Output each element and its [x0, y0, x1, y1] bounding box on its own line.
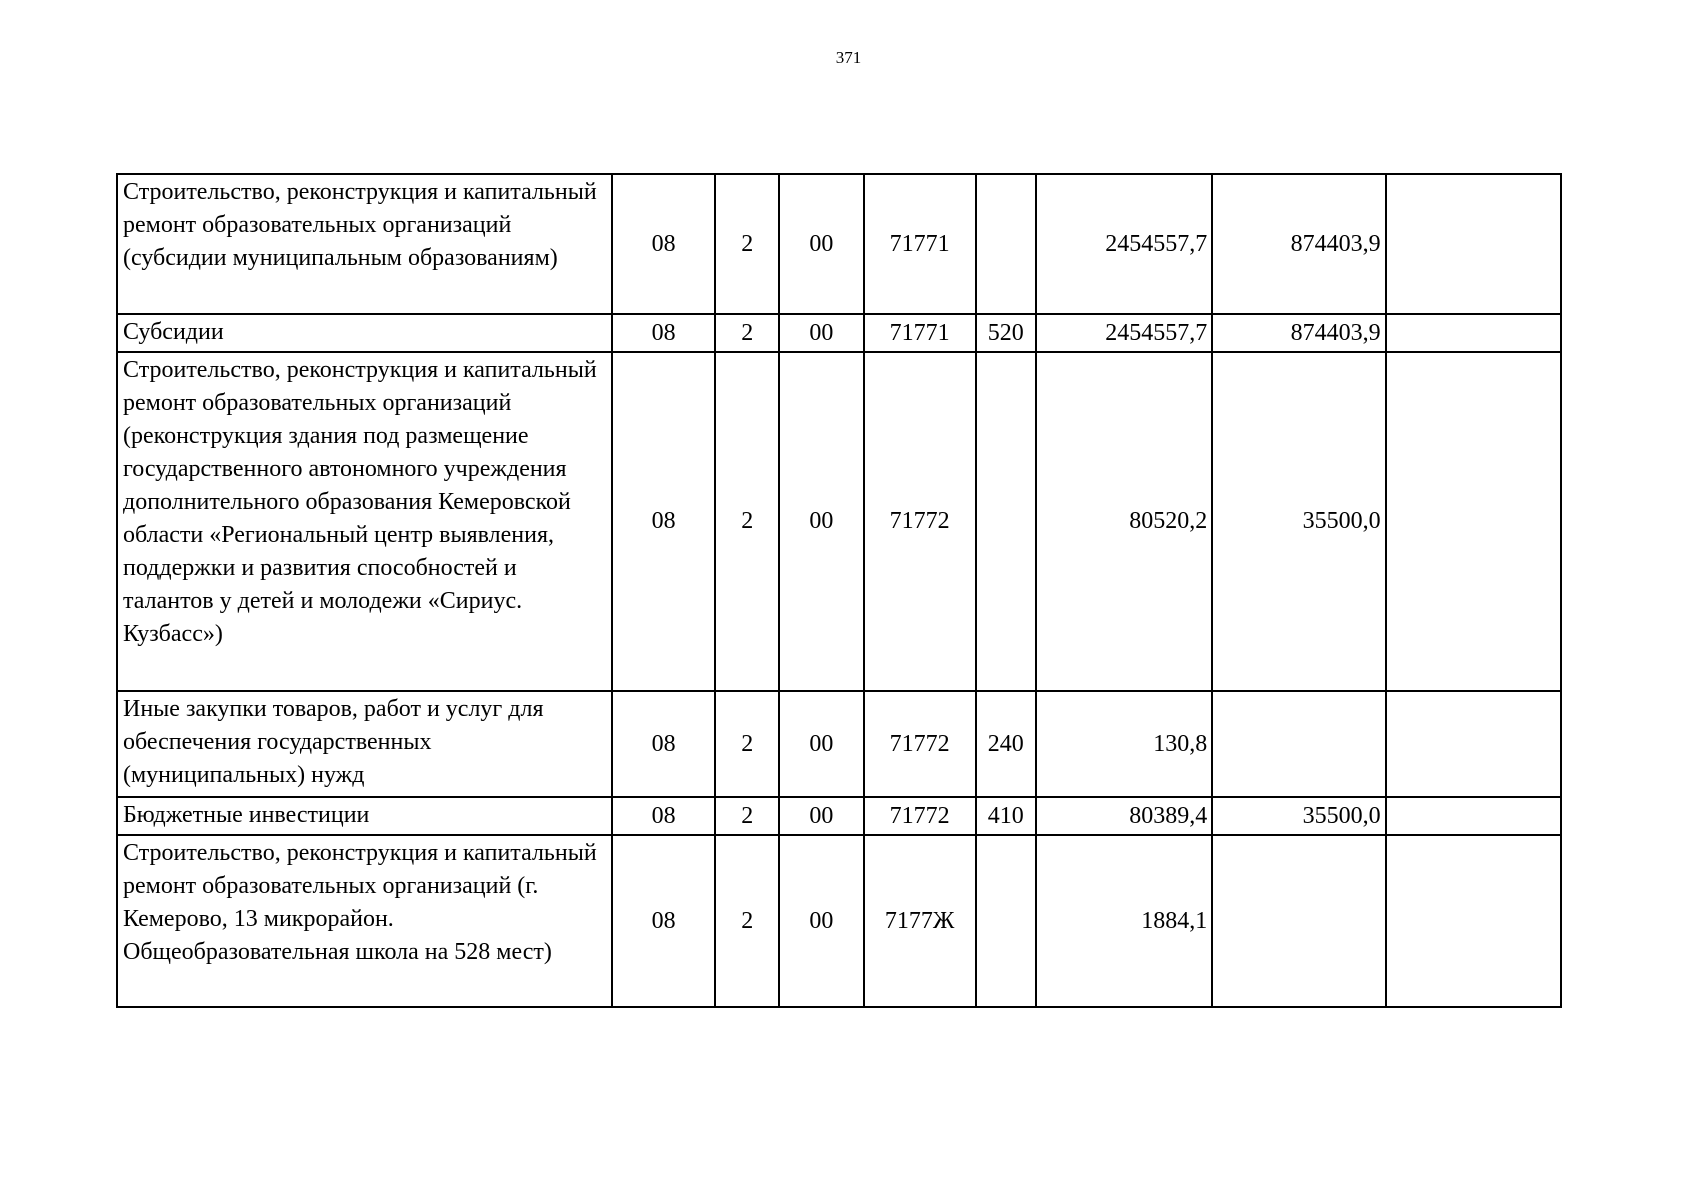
expense-type-code: 410	[976, 797, 1036, 835]
subprogram-code: 00	[779, 797, 863, 835]
amount-year1: 2454557,7	[1036, 314, 1212, 352]
amount-year1: 1884,1	[1036, 835, 1212, 1007]
amount-year1: 80520,2	[1036, 352, 1212, 691]
amount-year2: 35500,0	[1212, 797, 1385, 835]
subprogram-code: 00	[779, 691, 863, 797]
row-name: Строительство, реконструкция и капитальный ремонт образовательных организаций (субсидии муниципальным образованиям)	[117, 174, 612, 314]
row-name: Иные закупки товаров, работ и услуг для обеспечения государственных (муниципальных) нужд	[117, 691, 612, 797]
amount-year2: 35500,0	[1212, 352, 1385, 691]
amount-year3	[1386, 352, 1561, 691]
table-row	[117, 835, 1561, 1007]
direction-code: 71772	[864, 352, 976, 691]
row-name: Строительство, реконструкция и капитальный ремонт образовательных организаций (реконструкция здания под размещение государственного автономного учреждения дополнительного образования Кемеровской области «Региональный центр выявления, поддержки и развития способностей и талантов у детей и молодежи «Сириус. Кузбасс»)	[117, 352, 612, 691]
budget-table	[116, 173, 1562, 1008]
direction-code: 71772	[864, 797, 976, 835]
section-code: 08	[612, 835, 715, 1007]
program-code: 2	[715, 314, 779, 352]
direction-code: 71771	[864, 314, 976, 352]
program-code: 2	[715, 174, 779, 314]
table-row	[117, 174, 1561, 314]
program-code: 2	[715, 835, 779, 1007]
expense-type-code	[976, 174, 1036, 314]
subprogram-code: 00	[779, 352, 863, 691]
section-code: 08	[612, 314, 715, 352]
expense-type-code: 520	[976, 314, 1036, 352]
amount-year2	[1212, 691, 1385, 797]
direction-code: 7177Ж	[864, 835, 976, 1007]
subprogram-code: 00	[779, 835, 863, 1007]
amount-year3	[1386, 174, 1561, 314]
subprogram-code: 00	[779, 314, 863, 352]
table-row	[117, 797, 1561, 835]
amount-year2: 874403,9	[1212, 314, 1385, 352]
amount-year1: 2454557,7	[1036, 174, 1212, 314]
amount-year3	[1386, 835, 1561, 1007]
row-name: Строительство, реконструкция и капитальный ремонт образовательных организаций (г. Кемерово, 13 микрорайон. Общеобразовательная школа на 528 мест)	[117, 835, 612, 1007]
table-row	[117, 691, 1561, 797]
direction-code: 71771	[864, 174, 976, 314]
section-code: 08	[612, 352, 715, 691]
expense-type-code: 240	[976, 691, 1036, 797]
amount-year2: 874403,9	[1212, 174, 1385, 314]
row-name: Субсидии	[117, 314, 612, 352]
table-row	[117, 352, 1561, 691]
table-row	[117, 314, 1561, 352]
expense-type-code	[976, 835, 1036, 1007]
section-code: 08	[612, 691, 715, 797]
amount-year1: 80389,4	[1036, 797, 1212, 835]
section-code: 08	[612, 174, 715, 314]
subprogram-code: 00	[779, 174, 863, 314]
direction-code: 71772	[864, 691, 976, 797]
page-number: 371	[835, 48, 862, 67]
section-code: 08	[612, 797, 715, 835]
amount-year2	[1212, 835, 1385, 1007]
program-code: 2	[715, 691, 779, 797]
amount-year1: 130,8	[1036, 691, 1212, 797]
row-name: Бюджетные инвестиции	[117, 797, 612, 835]
amount-year3	[1386, 797, 1561, 835]
amount-year3	[1386, 314, 1561, 352]
amount-year3	[1386, 691, 1561, 797]
program-code: 2	[715, 797, 779, 835]
program-code: 2	[715, 352, 779, 691]
expense-type-code	[976, 352, 1036, 691]
